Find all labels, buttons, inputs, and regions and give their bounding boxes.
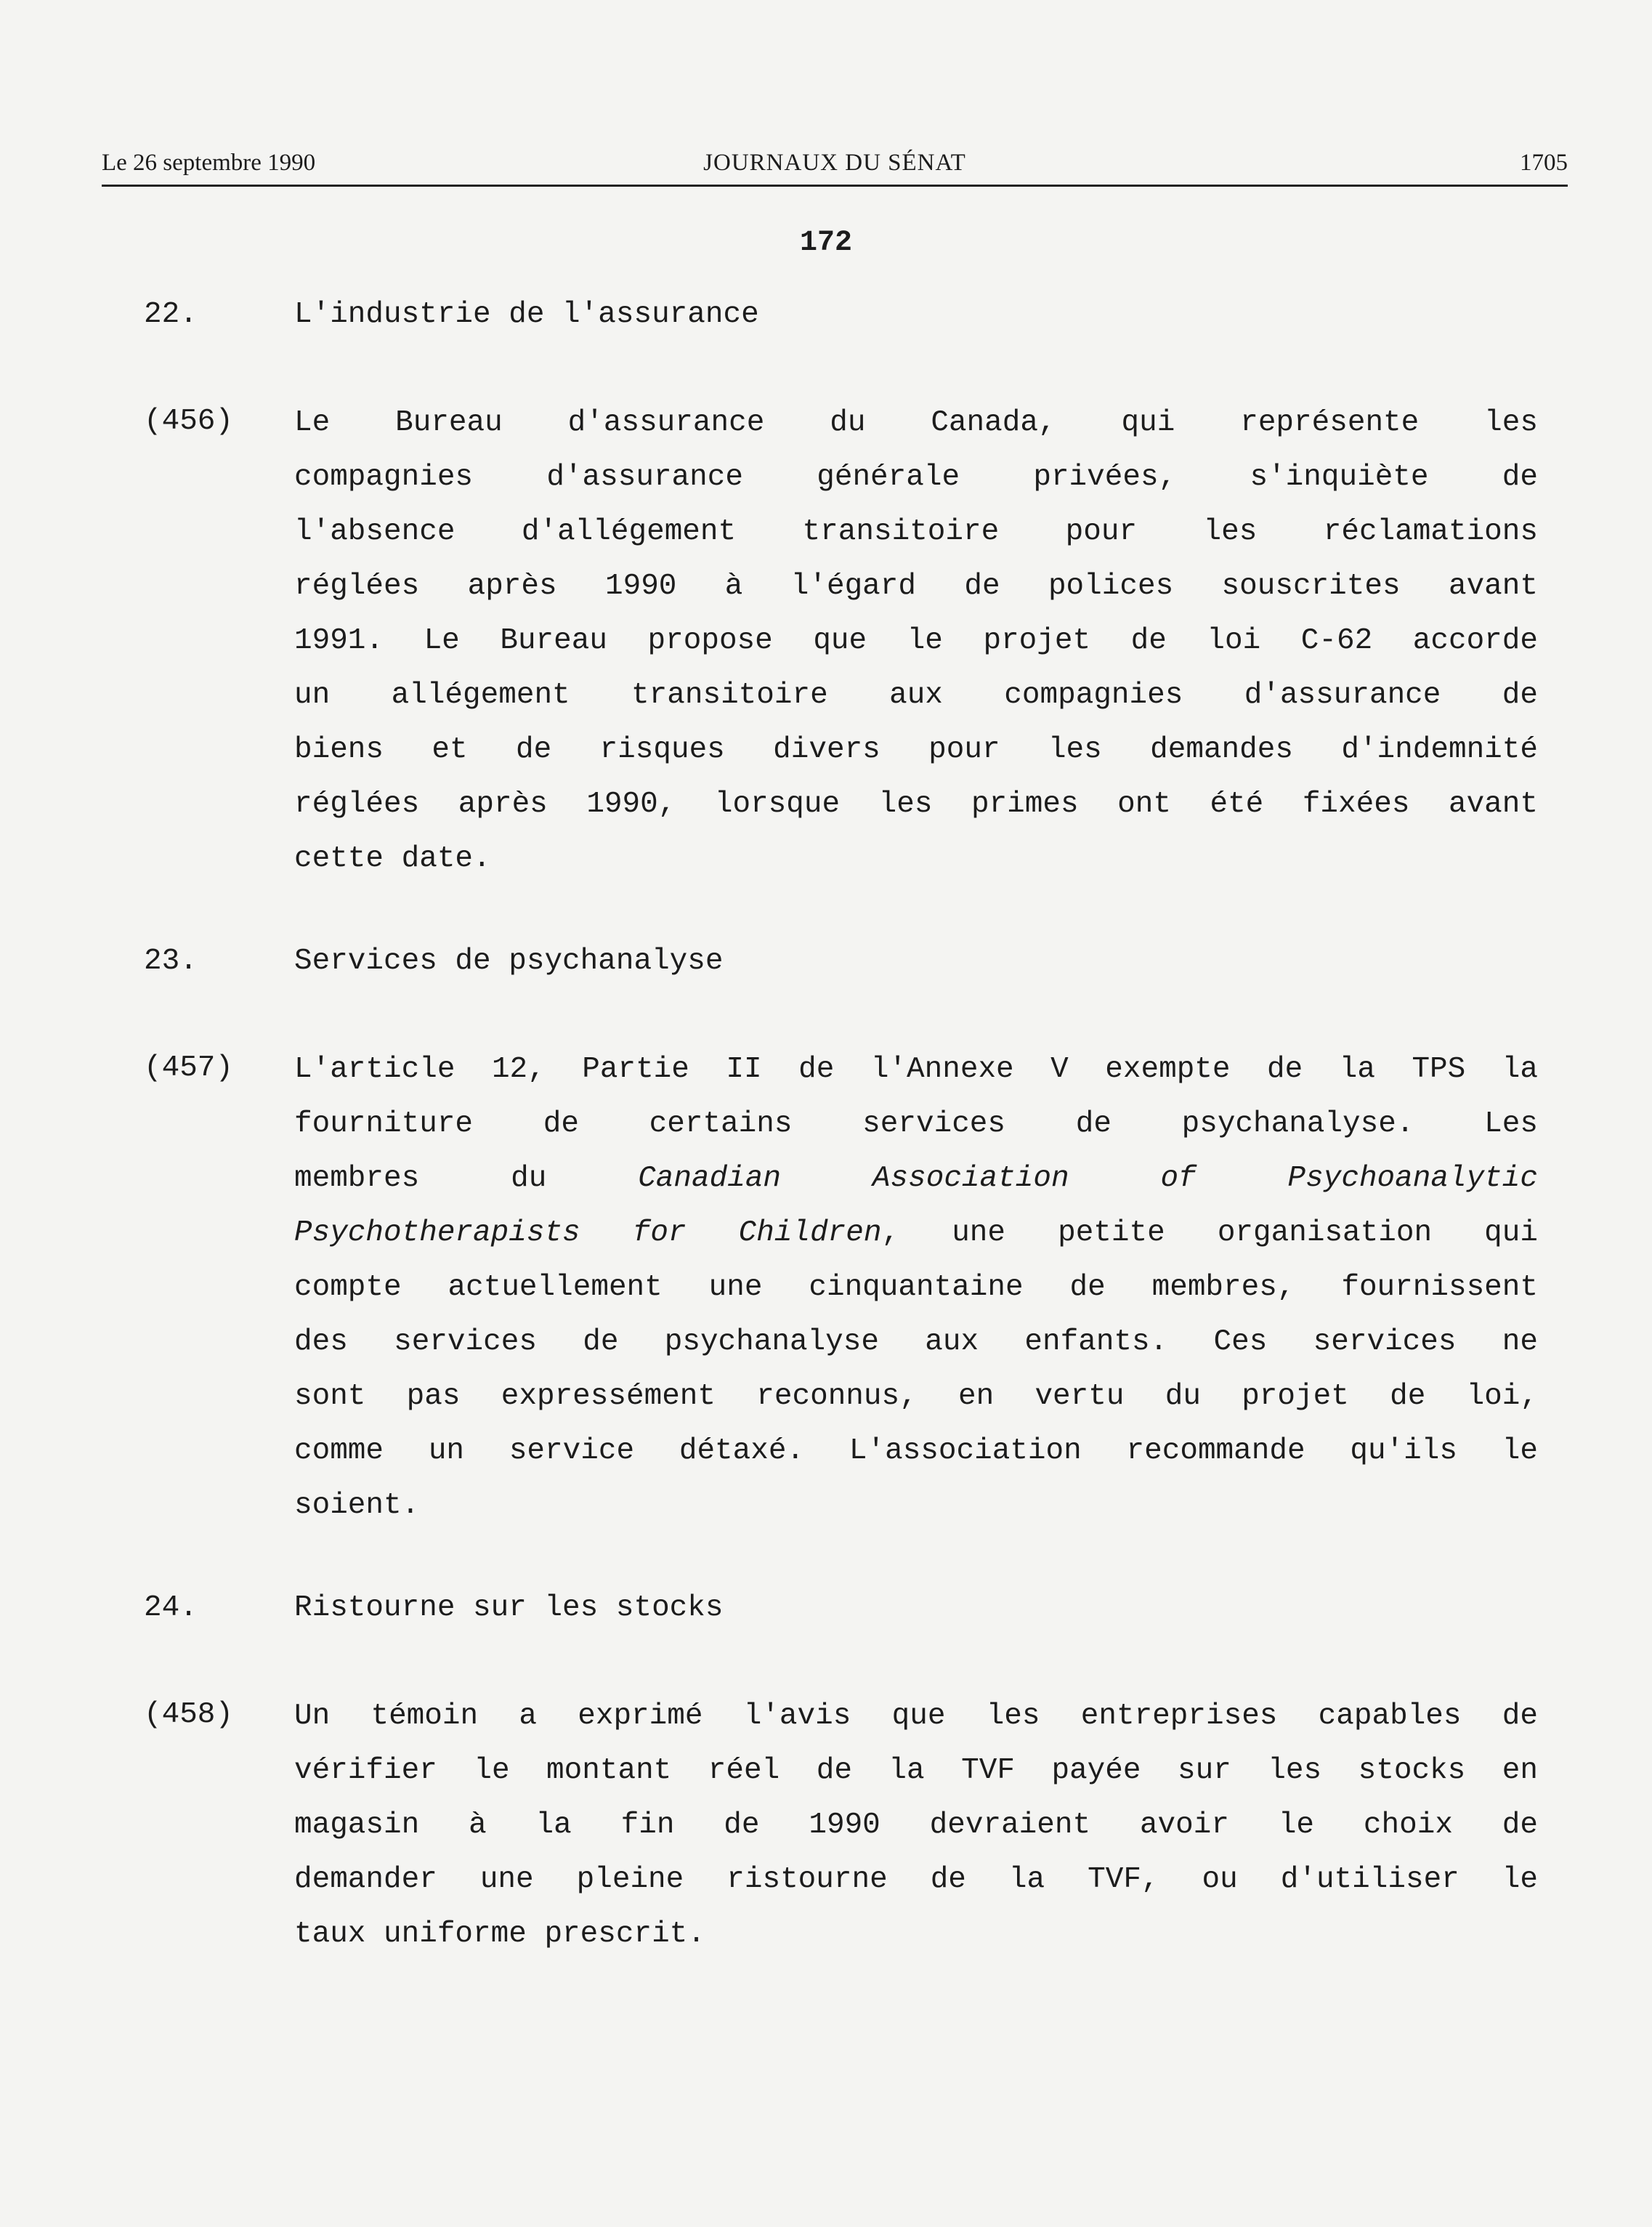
- line-text: membres du: [294, 1162, 639, 1195]
- section-page-number: 172: [799, 227, 852, 259]
- organization-name-italic: Psychotherapists for Children: [294, 1216, 882, 1250]
- paragraph-ref: (457): [144, 1051, 234, 1085]
- paragraph-ref: (458): [144, 1698, 234, 1731]
- header-page-number: 1705: [1520, 150, 1568, 176]
- paragraph-line: comme un service détaxé. L'association recommande qu'ils le: [294, 1434, 1538, 1468]
- paragraph-line: soient.: [294, 1489, 420, 1522]
- paragraph-line: vérifier le montant réel de la TVF payée sur les stocks en: [294, 1754, 1538, 1787]
- section-number: 22.: [144, 298, 198, 331]
- paragraph-ref: (456): [144, 405, 234, 438]
- paragraph-line: fourniture de certains services de psychanalyse. Les: [294, 1107, 1538, 1141]
- section-title: Services de psychanalyse: [294, 945, 724, 978]
- header-date: Le 26 septembre 1990: [102, 150, 316, 176]
- paragraph-line: taux uniforme prescrit.: [294, 1917, 705, 1951]
- paragraph-line: biens et de risques divers pour les demandes d'indemnité: [294, 733, 1538, 767]
- paragraph-line: Le Bureau d'assurance du Canada, qui représente les: [294, 406, 1538, 440]
- section-number: 24.: [144, 1591, 198, 1625]
- paragraph-line: réglées après 1990, lorsque les primes ont été fixées avant: [294, 788, 1538, 821]
- paragraph-line: réglées après 1990 à l'égard de polices souscrites avant: [294, 570, 1538, 603]
- paragraph-line-italic: [294, 1160, 1538, 1215]
- paragraph-line-italic: [294, 1215, 1538, 1269]
- line-text: , une petite organisation qui: [881, 1216, 1538, 1250]
- paragraph-line: des services de psychanalyse aux enfants. Ces services ne: [294, 1325, 1538, 1359]
- paragraph-line: magasin à la fin de 1990 devraient avoir le choix de: [294, 1808, 1538, 1842]
- paragraph-body: [294, 1698, 1538, 1971]
- paragraph-line: Un témoin a exprimé l'avis que les entreprises capables de: [294, 1699, 1538, 1733]
- paragraph-body: [294, 1051, 1538, 1542]
- header-journal-title: JOURNAUX DU SÉNAT: [703, 150, 966, 176]
- section-title: L'industrie de l'assurance: [294, 298, 759, 331]
- paragraph-line: L'article 12, Partie II de l'Annexe V exempte de la TPS la: [294, 1053, 1538, 1086]
- paragraph-line: un allégement transitoire aux compagnies d'assurance de: [294, 679, 1538, 712]
- organization-name-italic: Canadian Association of Psychoanalytic: [638, 1162, 1538, 1195]
- running-header: [102, 150, 1568, 187]
- paragraph-line: cette date.: [294, 842, 491, 876]
- paragraph-line: l'absence d'allégement transitoire pour les réclamations: [294, 515, 1538, 549]
- section-title: Ristourne sur les stocks: [294, 1591, 724, 1625]
- paragraph-line: compagnies d'assurance générale privées, s'inquiète de: [294, 461, 1538, 494]
- paragraph-body: [294, 405, 1538, 895]
- paragraph-line: sont pas expressément reconnus, en vertu du projet de loi,: [294, 1380, 1538, 1413]
- paragraph-line: demander une pleine ristourne de la TVF, ou d'utiliser le: [294, 1863, 1538, 1896]
- paragraph-line: compte actuellement une cinquantaine de membres, fournissent: [294, 1271, 1538, 1304]
- section-number: 23.: [144, 945, 198, 978]
- paragraph-line: 1991. Le Bureau propose que le projet de loi C-62 accorde: [294, 624, 1538, 658]
